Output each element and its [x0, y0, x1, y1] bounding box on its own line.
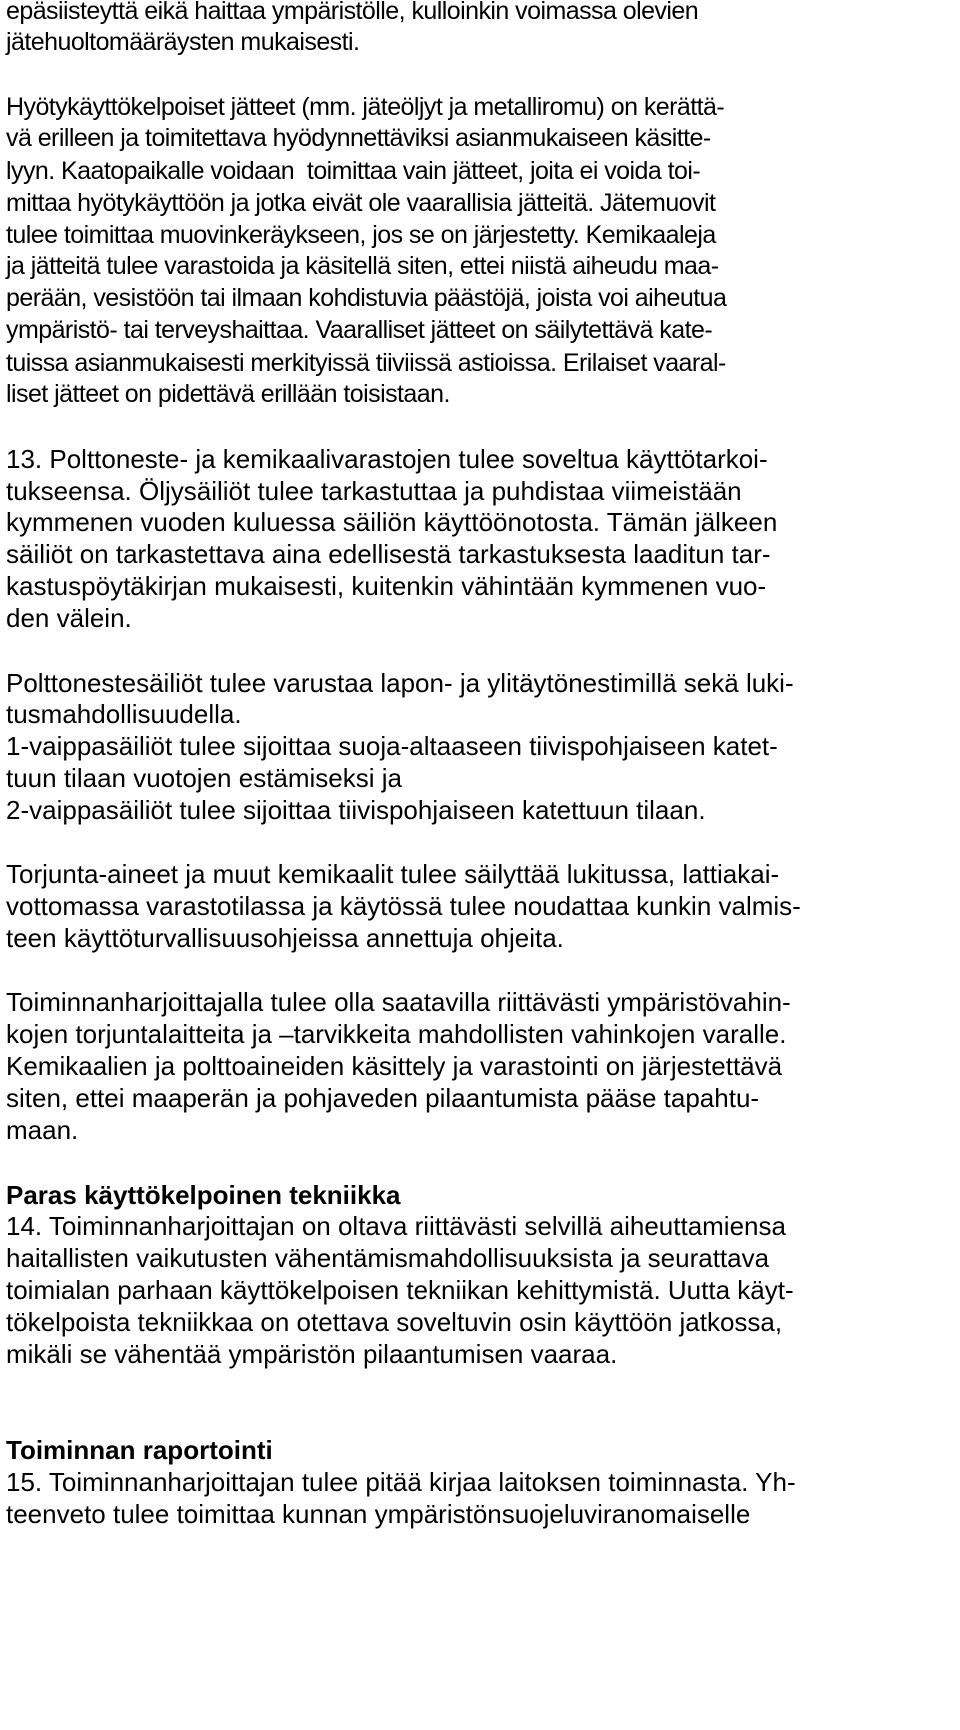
paragraph-line: Hyötykäyttökelpoiset jätteet (mm. jäteöljyt ja metalliromu) on kerättä- — [6, 93, 725, 121]
section-heading: Toiminnan raportointi — [6, 1435, 273, 1465]
paragraph-line: ympäristö- tai terveyshaittaa. Vaaralliset jätteet on säilytettävä kate- — [6, 316, 713, 344]
paragraph-line: toimialan parhaan käyttökelpoisen tekniikan kehittymistä. Uutta käyt- — [6, 1275, 794, 1305]
paragraph-line: jätehuoltomääräysten mukaisesti. — [6, 28, 360, 56]
paragraph-line: 2-vaippasäiliöt tulee sijoittaa tiivispohjaiseen katettuun tilaan. — [6, 795, 706, 825]
paragraph-line: 13. Polttoneste- ja kemikaalivarastojen tulee soveltua käyttötarkoi- — [6, 444, 768, 474]
paragraph-line: tuun tilaan vuotojen estämiseksi ja — [6, 763, 403, 793]
paragraph-line: Polttonestesäiliöt tulee varustaa lapon- ja ylitäytönestimillä sekä luki- — [6, 668, 794, 698]
paragraph-line: maan. — [6, 1115, 79, 1145]
paragraph-line: teenveto tulee toimittaa kunnan ympäristönsuojeluviranomaiselle — [6, 1499, 751, 1529]
paragraph-line: lyyn. Kaatopaikalle voidaan toimittaa vain jätteet, joita ei voida toi- — [6, 157, 701, 185]
paragraph-line: kastuspöytäkirjan mukaisesti, kuitenkin vähintään kymmenen vuo- — [6, 571, 767, 601]
paragraph-line: liset jätteet on pidettävä erillään toisistaan. — [6, 380, 450, 408]
paragraph-line: Torjunta-aineet ja muut kemikaalit tulee säilyttää lukitussa, lattiakai- — [6, 859, 780, 889]
section-heading: Paras käyttökelpoinen tekniikka — [6, 1180, 401, 1210]
paragraph-line: mikäli se vähentää ympäristön pilaantumisen vaaraa. — [6, 1339, 618, 1369]
paragraph-line: 14. Toiminnanharjoittajan on oltava riittävästi selvillä aiheuttamiensa — [6, 1211, 786, 1241]
paragraph-line: säiliöt on tarkastettava aina edellisestä tarkastuksesta laaditun tar- — [6, 539, 771, 569]
paragraph-line: teen käyttöturvallisuusohjeissa annettuja ohjeita. — [6, 923, 564, 953]
paragraph-line: 1-vaippasäiliöt tulee sijoittaa suoja-altaaseen tiivispohjaiseen katet- — [6, 731, 778, 761]
paragraph-line: Kemikaalien ja polttoaineiden käsittely ja varastointi on järjestettävä — [6, 1051, 783, 1081]
paragraph-line: ja jätteitä tulee varastoida ja käsitellä siten, ettei niistä aiheudu maa- — [6, 252, 719, 280]
paragraph-line: vä erilleen ja toimitettava hyödynnettäviksi asianmukaiseen käsitte- — [6, 124, 711, 152]
paragraph-line: kymmenen vuoden kuluessa säiliön käyttöönotosta. Tämän jälkeen — [6, 507, 778, 537]
paragraph-line: haitallisten vaikutusten vähentämismahdollisuuksista ja seurattava — [6, 1243, 770, 1273]
paragraph-line: epäsiisteyttä eikä haittaa ympäristölle, kulloinkin voimassa olevien — [6, 0, 699, 25]
paragraph-line: kojen torjuntalaitteita ja –tarvikkeita mahdollisten vahinkojen varalle. — [6, 1019, 787, 1049]
paragraph-line: tulee toimittaa muovinkeräykseen, jos se on järjestetty. Kemikaaleja — [6, 221, 716, 249]
paragraph-line: siten, ettei maaperän ja pohjaveden pilaantumista pääse tapahtu- — [6, 1083, 760, 1113]
paragraph-line: vottomassa varastotilassa ja käytössä tulee noudattaa kunkin valmis- — [6, 891, 801, 921]
paragraph-line: tuissa asianmukaisesti merkityissä tiiviissä astioissa. Erilaiset vaaral- — [6, 349, 726, 377]
paragraph-line: 15. Toiminnanharjoittajan tulee pitää kirjaa laitoksen toiminnasta. Yh- — [6, 1467, 796, 1497]
paragraph-line: tusmahdollisuudella. — [6, 699, 242, 729]
paragraph-line: den välein. — [6, 603, 132, 633]
paragraph-line: perään, vesistöön tai ilmaan kohdistuvia päästöjä, joista voi aiheutua — [6, 284, 727, 312]
paragraph-line: tukseensa. Öljysäiliöt tulee tarkastuttaa ja puhdistaa viimeistään — [6, 476, 742, 506]
paragraph-line: Toiminnanharjoittajalla tulee olla saatavilla riittävästi ympäristövahin- — [6, 987, 791, 1017]
paragraph-line: tökelpoista tekniikkaa on otettava soveltuvin osin käyttöön jatkossa, — [6, 1307, 783, 1337]
paragraph-line: mittaa hyötykäyttöön ja jotka eivät ole vaarallisia jätteitä. Jätemuovit — [6, 189, 716, 217]
